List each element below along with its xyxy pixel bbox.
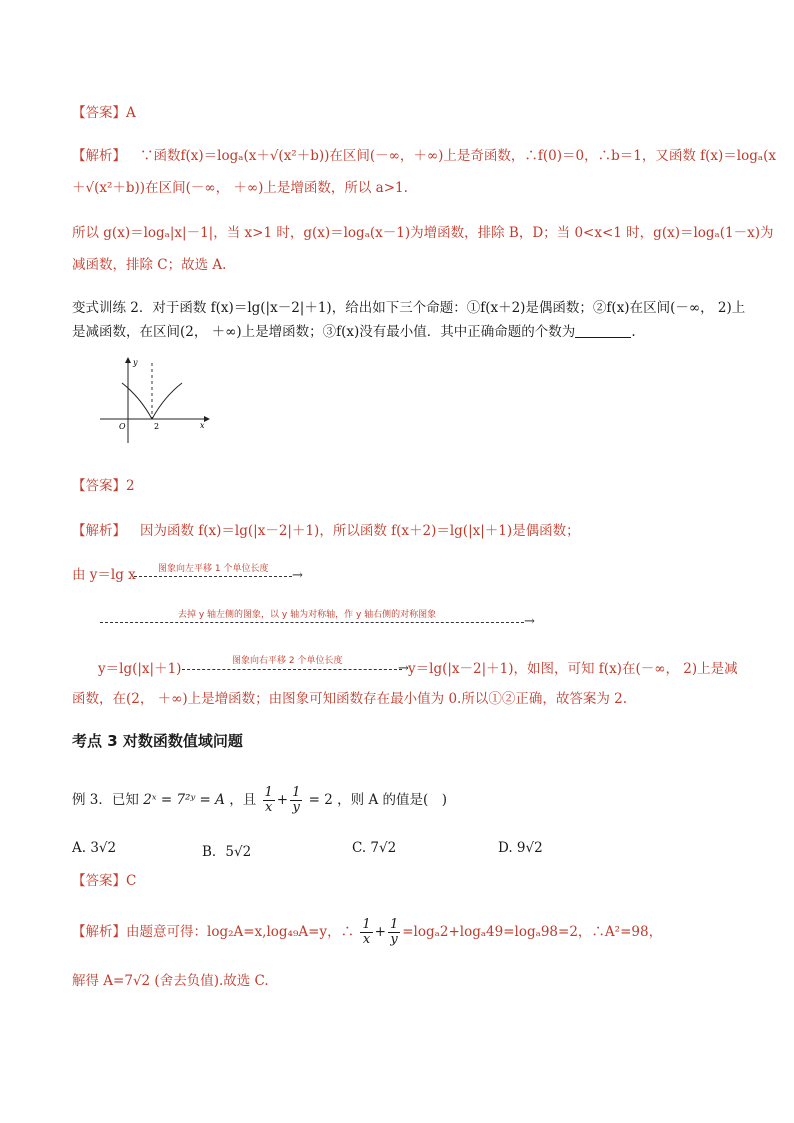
analysis-3-line-2: 解得 A=7√2 (舍去负值).故选 C.	[72, 973, 269, 989]
frac-den: y	[292, 800, 300, 815]
step-1-prefix: 由 y＝lg x	[72, 567, 136, 583]
step-2-label: 去掉 y 轴左侧的图象，以 y 轴为对称轴，作 y 轴右侧的对称图象	[178, 610, 437, 620]
step-3-arrow-head: →	[398, 661, 409, 676]
step-1-arrow-head: →	[292, 568, 303, 583]
answer-value: A	[126, 105, 136, 121]
example-3	[72, 786, 447, 815]
step-3-arrow-line	[182, 669, 402, 671]
option-d: D. 9√2	[498, 840, 543, 856]
step-2-arrow-head: →	[524, 614, 535, 629]
analysis-text-2: =logₐ2+logₐ49=logₐ98=2，∴A²=98，	[402, 924, 663, 940]
analysis-text: 因为函数 f(x)＝lg(|x－2|＋1)，所以函数 f(x＋2)＝lg(|x|＋1)是偶函数；	[140, 523, 580, 539]
analysis-1b-line-2: 减函数，排除 C；故选 A.	[72, 257, 227, 273]
analysis-tag: 【解析】	[72, 148, 126, 164]
analysis-1b-line-1: 所以 g(x)＝logₐ|x|－1|，当 x>1 时，g(x)＝logₐ(x－1)为增函数，排除 B，D；当 0<x<1 时，g(x)＝logₐ(1－x)为	[72, 225, 774, 241]
step-3-prefix: y＝lg(|x|＋1)	[98, 661, 182, 677]
example-equation-2: = 2	[308, 792, 333, 808]
variant-line-1: 变式训练 2．对于函数 f(x)＝lg(|x－2|＋1)，给出如下三个命题：①f(x＋2)是偶函数；②f(x)在区间(－∞， 2)上	[72, 300, 746, 316]
answer-blank	[575, 323, 631, 338]
frac-den: x	[362, 932, 371, 947]
plus-sign: +	[276, 792, 289, 808]
y-axis-label: y	[133, 358, 138, 367]
step-2-arrow-line	[100, 622, 524, 624]
fraction-1-over-x	[360, 918, 372, 947]
step-1-label: 图象向左平移 1 个单位长度	[158, 564, 269, 574]
plus-sign: +	[374, 924, 386, 940]
analysis-2-line-1	[72, 521, 580, 541]
answer-1	[72, 103, 136, 123]
function-graph	[100, 355, 212, 445]
frac-num: 1	[389, 917, 399, 932]
frac-den: y	[390, 932, 398, 947]
section-heading: 考点 3 对数函数值域问题	[72, 732, 243, 750]
option-a: A. 3√2	[72, 840, 117, 856]
variant-end: .	[631, 324, 636, 340]
answer-value: 2	[126, 478, 135, 494]
y-axis-arrow	[125, 357, 131, 363]
answer-tag: 【答案】	[72, 105, 126, 121]
fraction-1-over-y	[388, 918, 400, 947]
analysis-tag: 【解析】	[72, 523, 126, 539]
answer-value: C	[126, 873, 137, 889]
answer-tag: 【答案】	[72, 873, 126, 889]
example-suffix: ，则 A 的值是( )	[337, 792, 448, 808]
analysis-2-last-line: 函数，在(2， ＋∞)上是增函数；由图象可知函数存在最小值为 0.所以①②正确，故答案为 2.	[72, 691, 628, 707]
answer-3	[72, 871, 136, 891]
step-3-suffix: y＝lg(|x－2|＋1)，如图，可知 f(x)在(－∞， 2)上是减	[408, 661, 738, 677]
tick-label-2: 2	[154, 422, 160, 431]
example-mid: ，且	[229, 792, 257, 808]
step-3-label: 图象向右平移 2 个单位长度	[232, 656, 343, 666]
fraction-1-over-y	[290, 786, 302, 815]
analysis-1-line-1	[72, 146, 776, 166]
example-equation: 2ˣ = 7²ʸ = A	[143, 792, 225, 808]
analysis-tag: 【解析】	[72, 924, 126, 940]
origin-label: O	[119, 422, 126, 431]
option-b: B．5√2	[202, 844, 252, 860]
analysis-text: ∵函数f(x)＝logₐ(x＋√(x²＋b))在区间(－∞，＋∞)上是奇函数，∴f(0)＝0，∴b＝1，又函数 f(x)＝logₐ(x	[140, 148, 776, 164]
step-1-arrow-line	[134, 576, 292, 578]
example-prefix: 例 3．已知	[72, 792, 139, 808]
frac-num: 1	[362, 917, 371, 932]
frac-den: x	[264, 800, 273, 815]
left-branch-curve	[122, 383, 152, 419]
answer-tag: 【答案】	[72, 478, 126, 494]
answer-2	[72, 476, 135, 496]
variant-line-2	[72, 322, 636, 342]
frac-num: 1	[264, 785, 273, 800]
fraction-1-over-x	[263, 786, 275, 815]
option-c: C. 7√2	[352, 840, 397, 856]
x-axis-label: x	[200, 421, 205, 430]
analysis-3-line-1	[72, 918, 662, 947]
analysis-text-1: 由题意可得：log₂A=x,log₄₉A=y，∴	[126, 924, 355, 940]
right-branch-curve	[152, 383, 182, 419]
variant-text: 是减函数，在区间(2， ＋∞)上是增函数；③f(x)没有最小值．其中正确命题的个数为	[72, 324, 576, 340]
frac-num: 1	[292, 785, 301, 800]
analysis-1-line-2: ＋√(x²＋b))在区间(－∞， ＋∞)上是增函数，所以 a>1.	[72, 180, 408, 196]
x-axis-arrow	[204, 416, 210, 422]
